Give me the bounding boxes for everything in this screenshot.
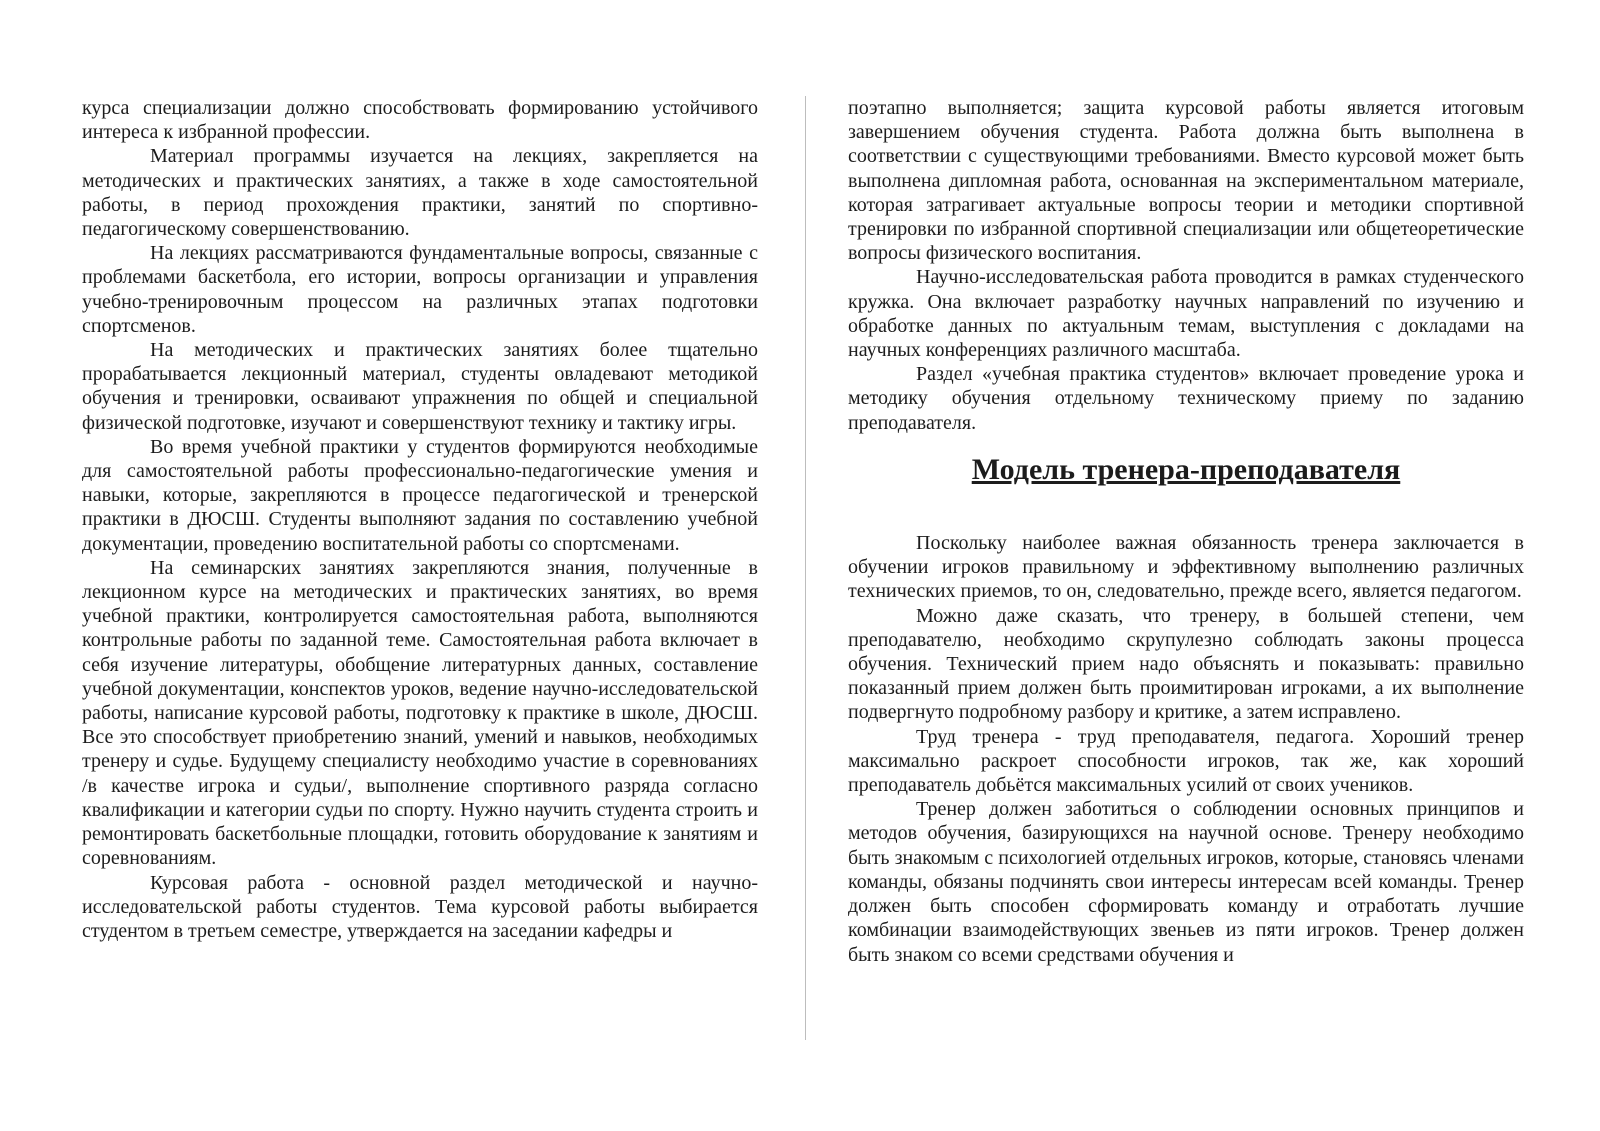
paragraph: Курсовая работа - основной раздел методической и научно-исследовательской работы студентов. Тема курсовой работы выбирается студентом в третьем семестре, утверждается на заседании кафедры и — [82, 871, 758, 942]
paragraph: Труд тренера - труд преподавателя, педагога. Хороший тренер максимально раскроет способности игроков, так же, как хороший преподаватель добьётся максимальных усилий от своих учеников. — [848, 725, 1524, 797]
paragraph: Можно даже сказать, что тренеру, в большей степени, чем преподавателю, необходимо скрупулезно соблюдать законы процесса обучения. Технический прием надо объяснять и показывать: правильно показанный прием должен быть проимитирован игроками, а их выполнение подвергнуто подробному разбору и критике, а затем исправлено. — [848, 604, 1524, 724]
column-divider — [805, 96, 806, 1040]
left-column — [82, 96, 758, 943]
paragraph: Во время учебной практики у студентов формируются необходимые для самостоятельной работы профессионально-педагогические умения и навыки, которые, закрепляются в процессе педагогической и тренерской практики в ДЮСШ. Студенты выполняют задания по составлению учебной документации, проведению воспитательной работы со спортсменами. — [82, 435, 758, 555]
paragraph: Материал программы изучается на лекциях, закрепляется на методических и практических занятиях, а также в ходе самостоятельной работы, в период прохождения практики, занятий по спортивно-педагогическому совершенствованию. — [82, 145, 758, 241]
paragraph: На лекциях рассматриваются фундаментальные вопросы, связанные с проблемами баскетбола, его истории, вопросы организации и управления учебно-тренировочным процессом на различных этапах подготовки спортсменов. — [82, 242, 758, 337]
paragraph: Тренер должен заботиться о соблюдении основных принципов и методов обучения, базирующихся на научной основе. Тренеру необходимо быть знакомым с психологией отдельных игроков, которые, становясь членами команды, обязаны подчинять свои интересы интересам всей команды. Тренер должен быть способен сформировать команду и отработать лучшие комбинации взаимодействующих звеньев из пяти игроков. Тренер должен быть знаком со всеми средствами обучения и — [848, 798, 1524, 966]
paragraph: поэтапно выполняется; защита курсовой работы является итоговым завершением обучения студента. Работа должна быть выполнена в соответствии с существующими требованиями. Вместо курсовой может быть выполнена дипломная работа, основанная на экспериментальном материале, которая затрагивает актуальные вопросы теории и методики спортивной тренировки по избранной спортивной специализации или общетеоретические вопросы физического воспитания. — [848, 97, 1524, 265]
right-column — [848, 96, 1524, 967]
section-heading: Модель тренера-преподавателя — [971, 452, 1401, 486]
paragraph: На семинарских занятиях закрепляются знания, полученные в лекционном курсе на методических и практических занятиях, во время учебной практики, контролируется самостоятельная работа, выполняются контрольные работы по заданной теме. Самостоятельная работа включает в себя изучение литературы, обобщение литературных данных, составление учебной документации, конспектов уроков, ведение научно-исследовательской работы, написание курсовой работы, подготовку к практике в школе, ДЮСШ. Все это способствует приобретению знаний, умений и навыков, необходимых тренеру и судье. Будущему специалисту необходимо участие в соревнованиях /в качестве игрока и судьи/, выполнение спортивного разряда согласно квалификации и категории судьи по спорту. Нужно научить студента строить и ремонтировать баскетбольные площадки, готовить оборудование к занятиям и соревнованиям. — [82, 556, 758, 870]
paragraph: Научно-исследовательская работа проводится в рамках студенческого кружка. Она включает разработку научных направлений по изучению и обработке данных по актуальным темам, выступления с докладами на научных конференциях различного масштаба. — [848, 266, 1524, 362]
paragraph: Раздел «учебная практика студентов» включает проведение урока и методику обучения отдельному техническому приему по заданию преподавателя. — [848, 363, 1524, 434]
paragraph: курса специализации должно способствовать формированию устойчивого интереса к избранной профессии. — [82, 97, 758, 144]
paragraph: На методических и практических занятиях более тщательно прорабатывается лекционный материал, студенты овладевают методикой обучения и тренировки, осваивают упражнения по общей и специальной физической подготовке, изучают и совершенствуют технику и тактику игры. — [82, 339, 758, 434]
paragraph: Поскольку наиболее важная обязанность тренера заключается в обучении игроков правильному и эффективному выполнению различных технических приемов, то он, следовательно, прежде всего, является педагогом. — [848, 532, 1524, 603]
